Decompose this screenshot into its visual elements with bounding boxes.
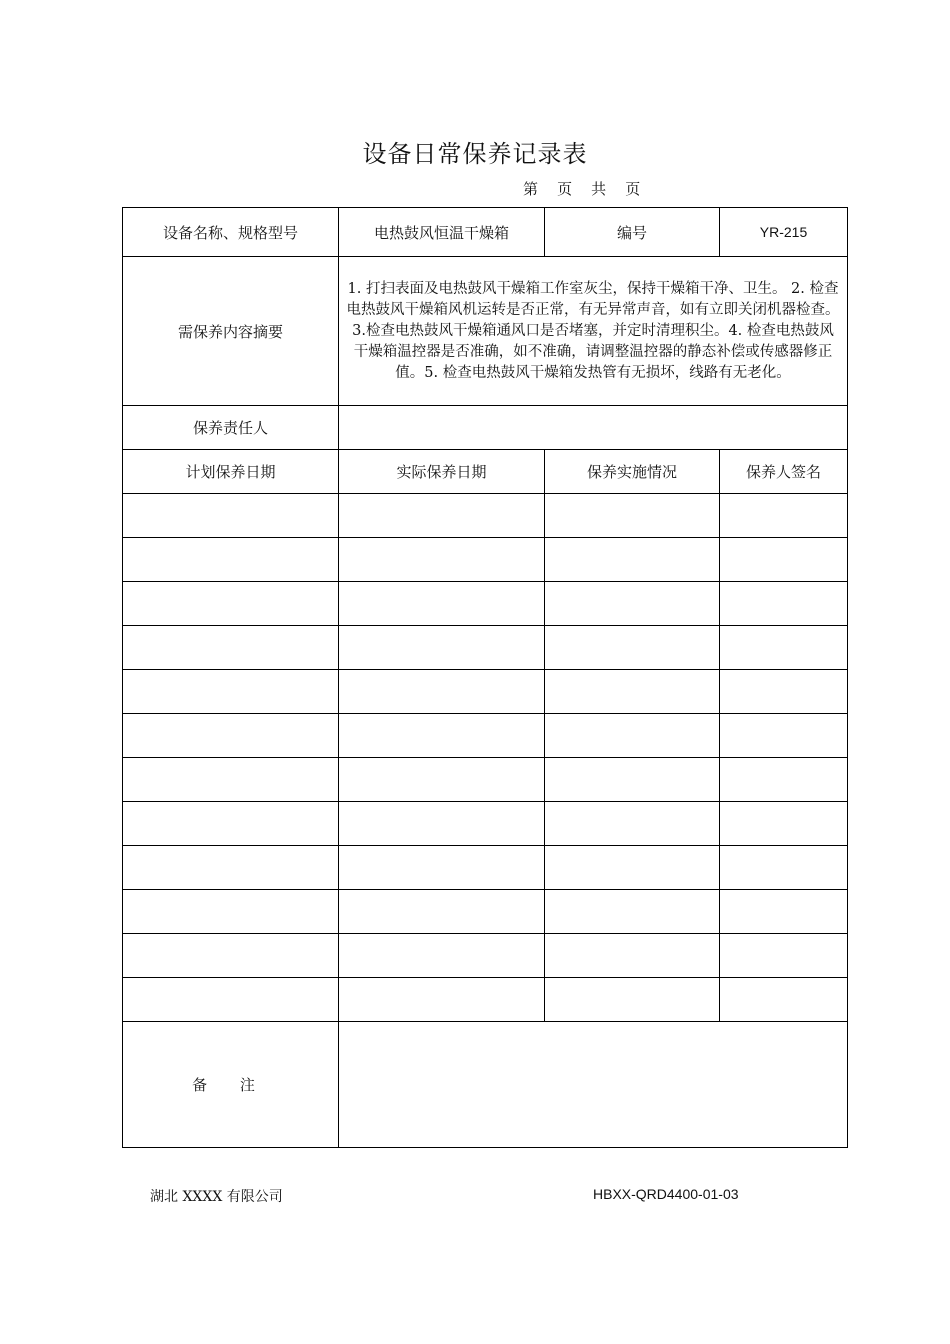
signature-cell[interactable] [720, 582, 848, 626]
equipment-label: 设备名称、规格型号 [123, 208, 339, 257]
table-row [123, 758, 848, 802]
maintenance-record-table [122, 207, 848, 1148]
planned-date-cell[interactable] [123, 494, 339, 538]
column-signature: 保养人签名 [720, 450, 848, 494]
planned-date-cell[interactable] [123, 670, 339, 714]
implementation-cell[interactable] [545, 802, 720, 846]
implementation-cell[interactable] [545, 714, 720, 758]
table-row [123, 978, 848, 1022]
header-row [123, 208, 848, 257]
planned-date-cell[interactable] [123, 934, 339, 978]
actual-date-cell[interactable] [339, 802, 545, 846]
table-row [123, 582, 848, 626]
column-planned-date: 计划保养日期 [123, 450, 339, 494]
column-implementation: 保养实施情况 [545, 450, 720, 494]
actual-date-cell[interactable] [339, 846, 545, 890]
column-actual-date: 实际保养日期 [339, 450, 545, 494]
signature-cell[interactable] [720, 846, 848, 890]
actual-date-cell[interactable] [339, 582, 545, 626]
actual-date-cell[interactable] [339, 538, 545, 582]
number-label: 编号 [545, 208, 720, 257]
implementation-cell[interactable] [545, 758, 720, 802]
actual-date-cell[interactable] [339, 714, 545, 758]
actual-date-cell[interactable] [339, 758, 545, 802]
signature-cell[interactable] [720, 670, 848, 714]
column-header-row [123, 450, 848, 494]
owner-row [123, 406, 848, 450]
signature-cell[interactable] [720, 714, 848, 758]
summary-row [123, 257, 848, 406]
planned-date-cell[interactable] [123, 758, 339, 802]
implementation-cell[interactable] [545, 626, 720, 670]
footer-company: 湖北 XXXX 有限公司 [150, 1189, 283, 1205]
planned-date-cell[interactable] [123, 626, 339, 670]
planned-date-cell[interactable] [123, 978, 339, 1022]
table-row [123, 846, 848, 890]
page-info: 第 页 共 页 [523, 180, 641, 198]
implementation-cell[interactable] [545, 978, 720, 1022]
table-row [123, 626, 848, 670]
owner-field[interactable] [339, 406, 848, 450]
document-title: 设备日常保养记录表 [362, 140, 588, 168]
planned-date-cell[interactable] [123, 846, 339, 890]
table-row [123, 934, 848, 978]
implementation-cell[interactable] [545, 582, 720, 626]
table-row [123, 802, 848, 846]
remark-field[interactable] [339, 1022, 848, 1148]
table-row [123, 890, 848, 934]
signature-cell[interactable] [720, 802, 848, 846]
table-row [123, 670, 848, 714]
signature-cell[interactable] [720, 758, 848, 802]
actual-date-cell[interactable] [339, 934, 545, 978]
owner-label: 保养责任人 [123, 406, 339, 450]
signature-cell[interactable] [720, 626, 848, 670]
actual-date-cell[interactable] [339, 626, 545, 670]
remark-row [123, 1022, 848, 1148]
signature-cell[interactable] [720, 978, 848, 1022]
signature-cell[interactable] [720, 890, 848, 934]
summary-text[interactable]: 1. 打扫表面及电热鼓风干燥箱工作室灰尘，保持干燥箱干净、卫生。 2. 检查电热鼓风干燥箱风机运转是否正常，有无异常声音，如有立即关闭机器检查。3.检查电热鼓风干燥箱通风口是否堵塞，并定时清理积尘。4. 检查电热鼓风干燥箱温控器是否准确，如不准确，请调整温控器的静态补偿或传感器修正值。5. 检查电热鼓风干燥箱发热管有无损坏，线路有无老化。 [339, 257, 848, 406]
actual-date-cell[interactable] [339, 890, 545, 934]
actual-date-cell[interactable] [339, 670, 545, 714]
signature-cell[interactable] [720, 494, 848, 538]
table-row [123, 714, 848, 758]
table-row [123, 538, 848, 582]
summary-label: 需保养内容摘要 [123, 257, 339, 406]
table-row [123, 494, 848, 538]
planned-date-cell[interactable] [123, 538, 339, 582]
number-value[interactable]: YR-215 [720, 208, 848, 257]
signature-cell[interactable] [720, 934, 848, 978]
implementation-cell[interactable] [545, 494, 720, 538]
footer-doc-code: HBXX-QRD4400-01-03 [593, 1186, 739, 1202]
implementation-cell[interactable] [545, 890, 720, 934]
planned-date-cell[interactable] [123, 802, 339, 846]
actual-date-cell[interactable] [339, 494, 545, 538]
planned-date-cell[interactable] [123, 714, 339, 758]
implementation-cell[interactable] [545, 934, 720, 978]
actual-date-cell[interactable] [339, 978, 545, 1022]
planned-date-cell[interactable] [123, 582, 339, 626]
implementation-cell[interactable] [545, 846, 720, 890]
remark-label: 备 注 [123, 1022, 339, 1148]
equipment-value[interactable]: 电热鼓风恒温干燥箱 [339, 208, 545, 257]
implementation-cell[interactable] [545, 670, 720, 714]
planned-date-cell[interactable] [123, 890, 339, 934]
implementation-cell[interactable] [545, 538, 720, 582]
signature-cell[interactable] [720, 538, 848, 582]
